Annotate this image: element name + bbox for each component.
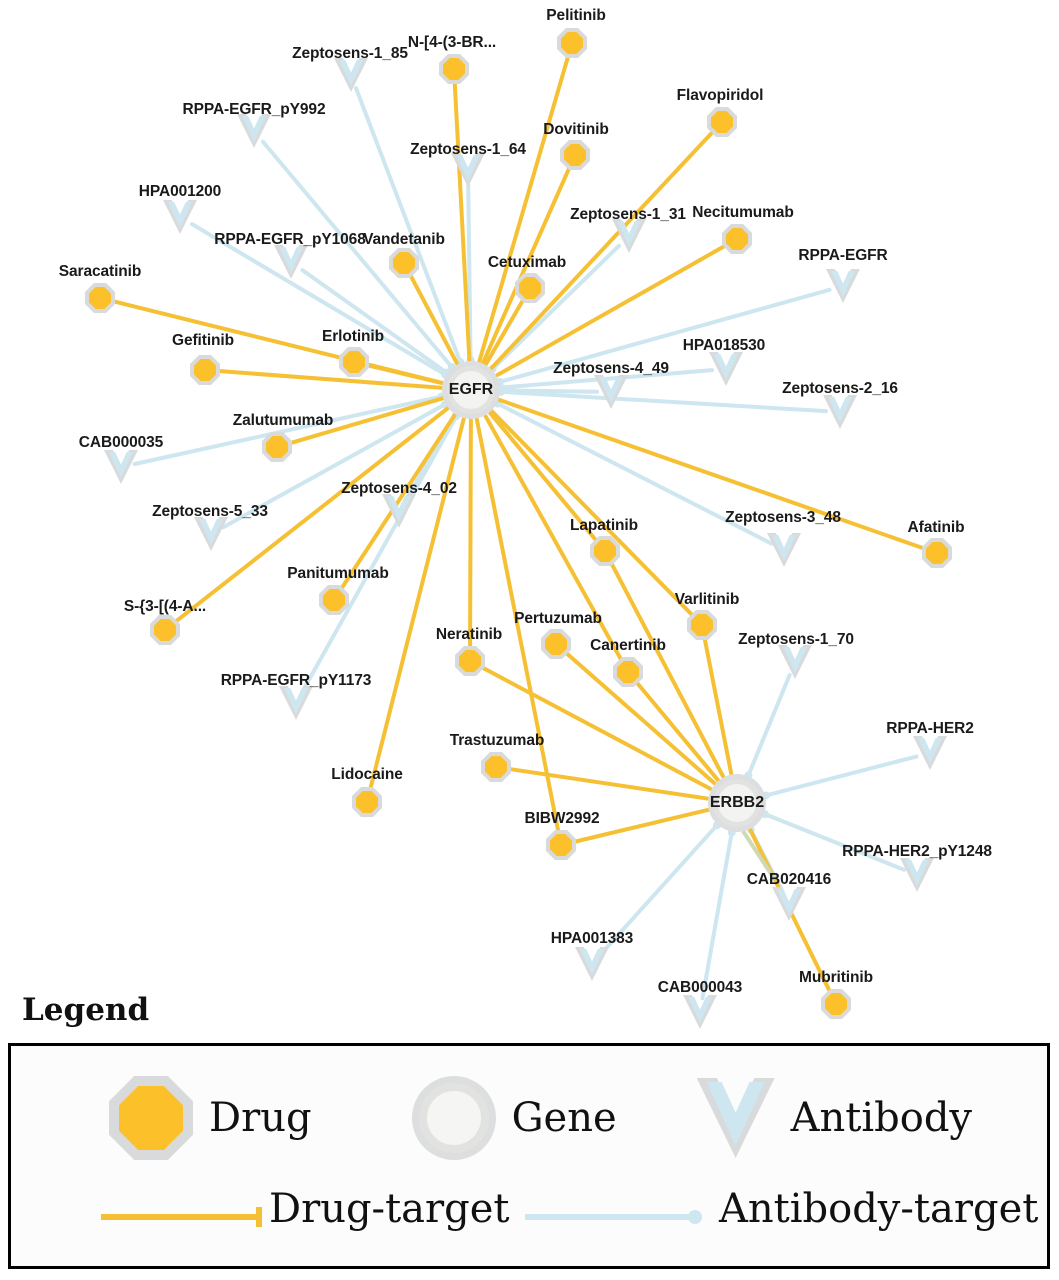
antibody-node-label: CAB000035 [78, 434, 164, 451]
antibody-chevron-icon [279, 686, 313, 720]
drug-octagon-icon [262, 432, 292, 462]
antibody-chevron-icon [683, 995, 717, 1029]
drug-node-label: Cetuximab [487, 254, 567, 271]
drug-node-label: Varlitinib [674, 591, 740, 608]
antibody-chevron-icon [697, 1078, 775, 1158]
gene-node-label: ERBB2 [709, 794, 765, 811]
antibody-chevron-icon [767, 533, 801, 567]
drug-node-label: S-{3-[(4-A... [123, 598, 207, 615]
drug-node[interactable] [821, 989, 851, 1019]
drug-node[interactable] [922, 538, 952, 568]
drug-node-label: N-[4-(3-BR... [407, 34, 497, 51]
drug-octagon-icon [439, 54, 469, 84]
antibody-node-label: HPA001200 [138, 183, 222, 200]
antibody-chevron-icon [772, 887, 806, 921]
antibody-node-label: Zeptosens-2_16 [782, 380, 898, 397]
antibody-chevron-icon [594, 375, 628, 409]
antibody-chevron-icon [826, 269, 860, 303]
antibody-chevron-icon [709, 352, 743, 386]
antibody-chevron-icon [382, 494, 416, 528]
drug-octagon-icon [922, 538, 952, 568]
drug-node[interactable] [339, 347, 369, 377]
drug-node-label: Vandetanib [363, 231, 445, 248]
antibody-node-label: Zeptosens-3_48 [725, 509, 841, 526]
legend-gene-label: Gene [511, 1095, 617, 1141]
drug-octagon-icon [319, 585, 349, 615]
antibody-node[interactable] [778, 645, 812, 679]
drug-octagon-icon [515, 273, 545, 303]
antibody-node-label: CAB000043 [657, 979, 743, 996]
drug-node[interactable] [541, 629, 571, 659]
drug-octagon-icon [560, 140, 590, 170]
antibody-node[interactable] [594, 375, 628, 409]
drug-node-label: Trastuzumab [449, 732, 545, 749]
antibody-node-label: RPPA-EGFR [798, 247, 888, 264]
drug-node[interactable] [439, 54, 469, 84]
antibody-node-label: RPPA-HER2 [886, 720, 974, 737]
antibody-chevron-icon [237, 114, 271, 148]
antibody-node-label: Zeptosens-1_31 [570, 206, 686, 223]
drug-node-label: Necitumumab [692, 204, 794, 221]
antibody-node-label: RPPA-EGFR_pY1173 [220, 672, 372, 689]
drug-node-label: Saracatinib [58, 263, 142, 280]
antibody-node[interactable] [772, 887, 806, 921]
antibody-node-label: RPPA-EGFR_pY992 [182, 101, 326, 118]
antibody-chevron-icon [334, 58, 368, 92]
drug-node-label: Gefitinib [172, 332, 234, 349]
antibody-node[interactable] [767, 533, 801, 567]
drug-node[interactable] [455, 646, 485, 676]
legend-antibody-label: Antibody [790, 1095, 973, 1141]
antibody-node[interactable] [279, 686, 313, 720]
drug-node[interactable] [85, 283, 115, 313]
drug-node[interactable] [560, 140, 590, 170]
drug-octagon-icon [557, 28, 587, 58]
drug-node[interactable] [150, 615, 180, 645]
drug-octagon-icon [190, 355, 220, 385]
antibody-node[interactable] [334, 58, 368, 92]
antibody-node-label: Zeptosens-4_49 [553, 360, 669, 377]
legend-drug-target-label: Drug-target [269, 1186, 510, 1232]
drug-node[interactable] [190, 355, 220, 385]
legend-drug-label: Drug [209, 1095, 312, 1141]
drug-node-label: Lapatinib [570, 517, 638, 534]
antibody-node-label: HPA001383 [550, 930, 634, 947]
drug-octagon-icon [352, 787, 382, 817]
antibody-node[interactable] [683, 995, 717, 1029]
antibody-node[interactable] [709, 352, 743, 386]
gene-node-label: EGFR [448, 381, 494, 398]
antibody-node[interactable] [913, 736, 947, 770]
drug-node[interactable] [389, 248, 419, 278]
drug-octagon-icon [85, 283, 115, 313]
legend-antibody [697, 1078, 972, 1158]
drug-node-label: Erlotinib [322, 328, 384, 345]
antibody-chevron-icon [575, 947, 609, 981]
drug-octagon-icon [150, 615, 180, 645]
antibody-node[interactable] [575, 947, 609, 981]
drug-node-label: Zalutumumab [232, 412, 334, 429]
drug-octagon-icon [687, 610, 717, 640]
antibody-target-edge-icon [523, 1204, 713, 1230]
drug-octagon-icon [821, 989, 851, 1019]
antibody-node-label: RPPA-HER2_pY1248 [842, 843, 992, 860]
drug-node[interactable] [481, 752, 511, 782]
antibody-node-label: CAB020416 [746, 871, 832, 888]
antibody-chevron-icon [104, 450, 138, 484]
drug-node-label: Panitumumab [287, 565, 389, 582]
drug-node[interactable] [707, 107, 737, 137]
drug-node-label: Flavopiridol [676, 87, 764, 104]
antibody-node[interactable] [382, 494, 416, 528]
drug-node-label: Canertinib [590, 637, 666, 654]
antibody-node[interactable] [823, 395, 857, 429]
drug-octagon-icon [546, 830, 576, 860]
antibody-node-label: Zeptosens-1_64 [410, 141, 526, 158]
antibody-chevron-icon [274, 245, 308, 279]
gene-circle-icon [412, 1076, 496, 1160]
antibody-node[interactable] [612, 219, 646, 253]
drug-octagon-icon [722, 224, 752, 254]
drug-octagon-icon [109, 1076, 193, 1160]
drug-octagon-icon [481, 752, 511, 782]
drug-node[interactable] [722, 224, 752, 254]
drug-node-label: Dovitinib [543, 121, 609, 138]
antibody-node[interactable] [163, 200, 197, 234]
drug-octagon-icon [613, 657, 643, 687]
antibody-chevron-icon [823, 395, 857, 429]
drug-node[interactable] [687, 610, 717, 640]
antibody-node-label: Zeptosens-4_02 [341, 480, 457, 497]
legend-box [8, 1043, 1050, 1269]
antibody-node[interactable] [237, 114, 271, 148]
antibody-node[interactable] [826, 269, 860, 303]
drug-target-edge-icon [99, 1204, 279, 1230]
legend-gene [412, 1076, 617, 1160]
antibody-node[interactable] [194, 517, 228, 551]
drug-node[interactable] [546, 830, 576, 860]
antibody-node-label: HPA018530 [682, 337, 766, 354]
drug-octagon-icon [389, 248, 419, 278]
antibody-node[interactable] [104, 450, 138, 484]
drug-node-label: Afatinib [907, 519, 965, 536]
antibody-chevron-icon [194, 517, 228, 551]
drug-octagon-icon [339, 347, 369, 377]
antibody-chevron-icon [913, 736, 947, 770]
antibody-chevron-icon [900, 858, 934, 892]
legend-antibody-target-label: Antibody-target [719, 1186, 1039, 1232]
antibody-node[interactable] [274, 245, 308, 279]
drug-node-label: Mubritinib [799, 969, 873, 986]
drug-octagon-icon [541, 629, 571, 659]
drug-node[interactable] [319, 585, 349, 615]
drug-octagon-icon [707, 107, 737, 137]
antibody-node-label: Zeptosens-5_33 [152, 503, 268, 520]
antibody-chevron-icon [163, 200, 197, 234]
antibody-chevron-icon [778, 645, 812, 679]
drug-node-label: Pertuzumab [514, 610, 602, 627]
antibody-node-label: Zeptosens-1_70 [738, 631, 854, 648]
drug-node-label: BIBW2992 [524, 810, 600, 827]
antibody-chevron-icon [612, 219, 646, 253]
legend-title: Legend [22, 992, 150, 1028]
drug-node-label: Neratinib [435, 626, 503, 643]
drug-node-label: Lidocaine [331, 766, 403, 783]
drug-node[interactable] [352, 787, 382, 817]
antibody-node-label: RPPA-EGFR_pY1068 [214, 231, 366, 248]
drug-node-label: Pelitinib [546, 7, 606, 24]
drug-node[interactable] [557, 28, 587, 58]
drug-node[interactable] [613, 657, 643, 687]
legend-drug [109, 1076, 312, 1160]
drug-octagon-icon [590, 536, 620, 566]
antibody-node[interactable] [900, 858, 934, 892]
drug-node[interactable] [590, 536, 620, 566]
drug-node[interactable] [515, 273, 545, 303]
drug-octagon-icon [455, 646, 485, 676]
drug-node[interactable] [262, 432, 292, 462]
antibody-node-label: Zeptosens-1_85 [292, 45, 408, 62]
